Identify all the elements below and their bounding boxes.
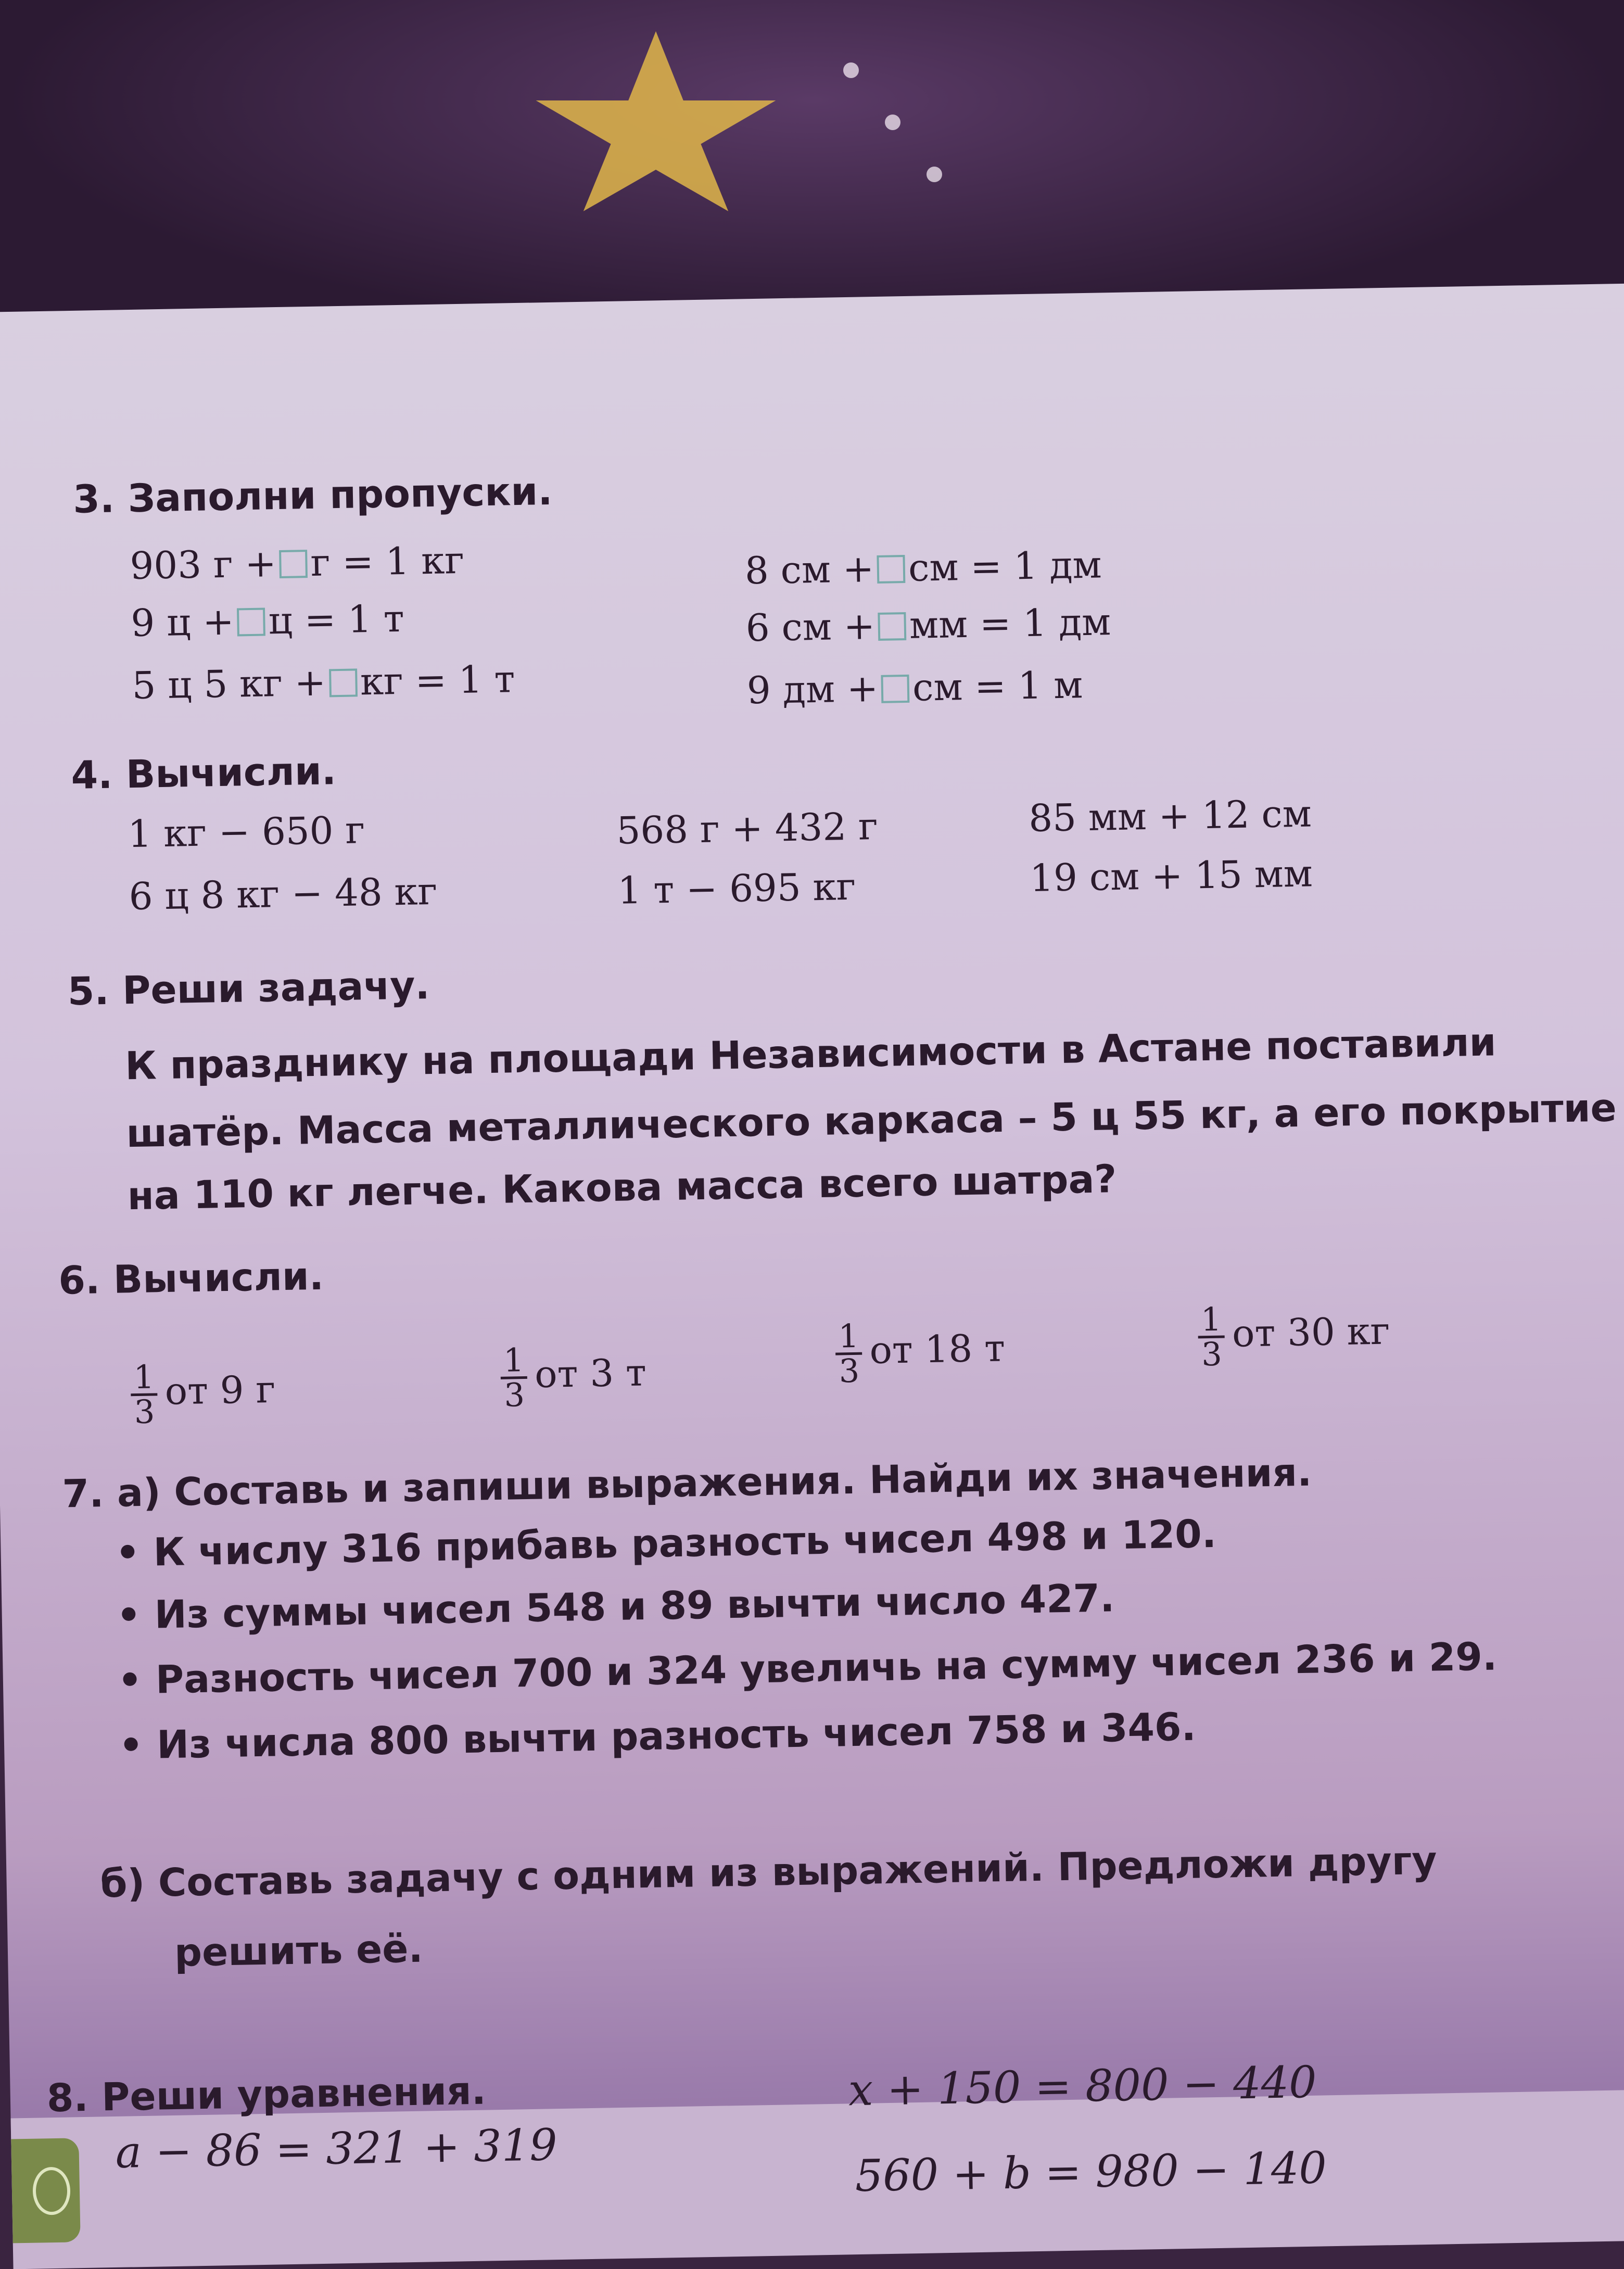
blank-box[interactable] xyxy=(881,675,910,703)
dot-decoration xyxy=(885,115,900,130)
textbook-page xyxy=(0,283,1624,2238)
fraction: $\frac{1}{3}$ xyxy=(835,1320,863,1388)
fraction: $\frac{1}{3}$ xyxy=(500,1344,528,1412)
gap-equation: 5 ц 5 кг + кг = 1 т xyxy=(131,657,516,707)
blank-box[interactable] xyxy=(279,550,308,578)
problem-text-line: К празднику на площади Независимости в Астане поставили xyxy=(124,1020,1497,1089)
gap-equation: 9 дм + см = 1 м xyxy=(746,663,1083,713)
expression: 1 т − 695 кг xyxy=(617,864,856,912)
expression: 6 ц 8 кг − 48 кг xyxy=(128,869,438,919)
fraction: $\frac{1}{3}$ xyxy=(130,1361,158,1428)
expression: 1 кг − 650 г xyxy=(127,808,365,856)
bullet-item: • К числу 316 прибавь разность чисел 498 и 120. xyxy=(115,1511,1217,1576)
background-fabric xyxy=(0,0,1624,333)
expression: 568 г + 432 г xyxy=(616,804,879,853)
fraction-expression: $\frac{1}{3}$ от 3 т xyxy=(500,1342,647,1412)
gap-equation: 9 ц + ц = 1 т xyxy=(130,596,405,645)
problem-text-line: на 110 кг легче. Какова масса всего шатра? xyxy=(126,1157,1118,1219)
exercise-7b-line: б) Составь задачу с одним из выражений. Предложи другу xyxy=(99,1838,1438,1907)
bullet-item: • Разность чисел 700 и 324 увеличь на сумму чисел 236 и 29. xyxy=(117,1634,1498,1703)
exercise-3-title: 3. Заполни пропуски. xyxy=(72,468,553,522)
blank-box[interactable] xyxy=(877,555,906,584)
blank-box[interactable] xyxy=(329,668,358,697)
expression: 85 мм + 12 см xyxy=(1028,791,1312,840)
blank-box[interactable] xyxy=(237,608,265,637)
equation: a − 86 = 321 + 319 xyxy=(115,2119,558,2178)
problem-text-line: шатёр. Масса металлического каркаса – 5 ц 55 кг, а его покрытие xyxy=(125,1085,1617,1157)
fraction-expression: $\frac{1}{3}$ от 9 г xyxy=(130,1359,276,1428)
gap-equation: 903 г + г = 1 кг xyxy=(129,538,465,588)
exercise-7b-line: решить её. xyxy=(174,1926,424,1975)
bullet-item: • Из числа 800 вычти разность чисел 758 и 346. xyxy=(118,1704,1197,1768)
dot-decoration xyxy=(843,62,859,78)
exercise-7-title: 7. а) Составь и запиши выражения. Найди их значения. xyxy=(61,1450,1312,1517)
exercise-8-title: 8. Реши уравнения. xyxy=(46,2068,487,2121)
fraction-expression: $\frac{1}{3}$ от 30 кг xyxy=(1198,1300,1391,1371)
exercise-4-title: 4. Вычисли. xyxy=(70,749,337,798)
equation: 560 + b = 980 − 140 xyxy=(854,2142,1327,2202)
lightbulb-icon xyxy=(11,2138,80,2243)
expression: 19 см + 15 мм xyxy=(1029,851,1313,900)
exercise-6-title: 6. Вычисли. xyxy=(58,1253,324,1303)
exercise-5-title: 5. Реши задачу. xyxy=(67,963,430,1015)
bullet-item: • Из суммы чисел 548 и 89 вычти число 427. xyxy=(116,1576,1115,1638)
dot-decoration xyxy=(927,167,942,182)
gap-equation: 6 см + мм = 1 дм xyxy=(745,600,1111,650)
gap-equation: 8 см + см = 1 дм xyxy=(744,542,1102,593)
fraction: $\frac{1}{3}$ xyxy=(1198,1303,1226,1371)
fraction-expression: $\frac{1}{3}$ от 18 т xyxy=(835,1317,1006,1388)
equation: x + 150 = 800 − 440 xyxy=(848,2056,1317,2116)
blank-box[interactable] xyxy=(878,612,907,641)
